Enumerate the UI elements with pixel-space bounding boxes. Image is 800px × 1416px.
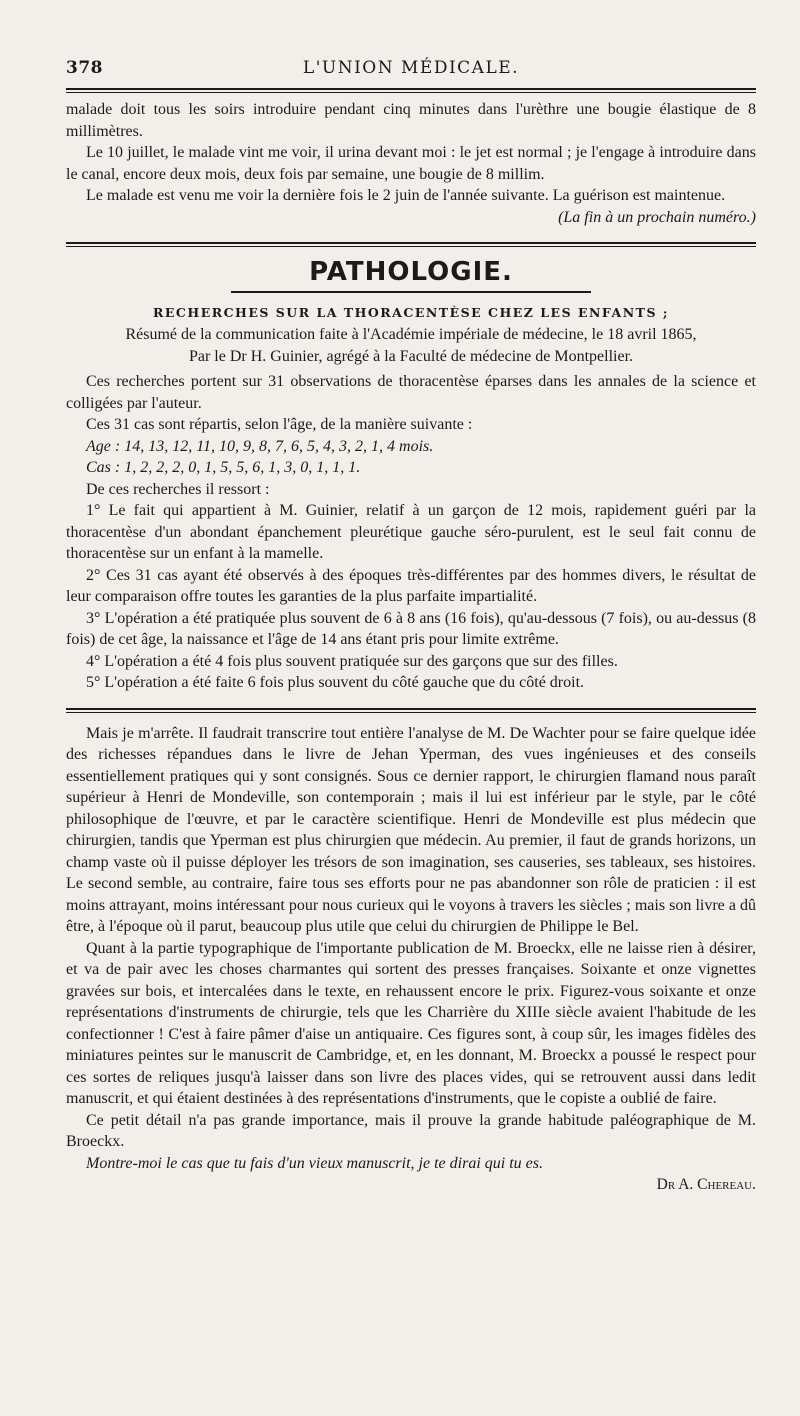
cases-line: Cas : 1, 2, 2, 2, 0, 1, 5, 5, 6, 1, 3, 0, 1, 1, 1. (86, 459, 361, 476)
author-line: Par le Dr H. Guinier, agrégé à la Faculté de médecine de Montpellier. (188, 347, 634, 365)
paragraph: Ces recherches portent sur 31 observations de thoracentèse éparses dans les annales de la science et colligées par l'auteur. (66, 373, 756, 412)
section-divider (66, 242, 756, 247)
header-rule (66, 88, 756, 93)
paragraph: Ces 31 cas sont répartis, selon l'âge, de la manière suivante : (86, 416, 473, 433)
continuation-note: (La fin à un prochain numéro.) (558, 208, 756, 226)
paragraph: malade doit tous les soirs introduire pendant cinq minutes dans l'urèthre une bougie élastique de 8 millimètres. (66, 101, 756, 140)
finding-2: 2° Ces 31 cas ayant été observés à des époques très-différentes par des hommes divers, le résultat de leur comparaison offre toutes les garanties de la plus parfaite impartialité. (66, 566, 756, 605)
paragraph: De ces recherches il ressort : (86, 480, 270, 498)
paragraph: Le 10 juillet, le malade vint me voir, il urina devant moi : le jet est normal ; je l'engage à introduire dans le canal, encore deux mois, deux fois par semaine, une bougie de 8 millim. (66, 144, 756, 183)
age-line: Age : 14, 13, 12, 11, 10, 9, 8, 7, 6, 5, 4, 3, 2, 1, 4 mois. (86, 437, 434, 455)
paragraph: Ce petit détail n'a pas grande importance, mais il prouve la grande habitude paléographique de M. Broeckx. (66, 1111, 756, 1150)
title-underline (231, 291, 591, 293)
summary-line: Résumé de la communication faite à l'Académie impériale de médecine, le 18 avril 1865, (125, 326, 697, 343)
book-review (66, 723, 756, 1196)
paragraph: Quant à la partie typographique de l'importante publication de M. Broeckx, elle ne laisse rien à désirer, et va de pair avec les choses charmantes qui sortent des presses françaises. Soixante et onze vignettes gravées sur bois, et intercalées dans le texte, en rehaussent encore le prix. Figurez-vous soixante et onze représentations d'instruments de chirurgie, tels que les Charrière du XIIIe siècle avaient l'habitude de les confectionner ! C'est à faire pâmer d'aise un antiquaire. Ces figures sont, à coup sûr, les images fidèles des miniatures peintes sur le manuscrit de Cambridge, et, en les donnant, M. Broeckx a poussé le respect pour ces sortes de reliques jusqu'à laisser dans son livre des places vides, qui se retrouvent aussi dans ledit manuscrit, et qui étaient destinées à des représentations d'instruments, que le copiste a oublié de faire. (66, 939, 756, 1107)
page (0, 58, 800, 1416)
quote: Montre-moi le cas que tu fais d'un vieux manuscrit, je te dirai qui tu es. (86, 1154, 543, 1172)
section-title: PATHOLOGIE. (309, 257, 513, 287)
top-continuation (66, 99, 756, 228)
signature: Dr A. Chereau. (656, 1176, 756, 1193)
journal-title: L'UNION MÉDICALE. (302, 58, 520, 78)
finding-4: 4° L'opération a été 4 fois plus souvent pratiquée sur des garçons que sur des filles. (86, 652, 618, 670)
finding-5: 5° L'opération a été faite 6 fois plus souvent du côté gauche que du côté droit. (86, 674, 585, 691)
article-subtitle: RECHERCHES SUR LA THORACENTÈSE CHEZ LES ENFANTS ; (153, 305, 669, 320)
paragraph: Le malade est venu me voir la dernière fois le 2 juin de l'année suivante. La guérison est maintenue. (86, 187, 726, 204)
paragraph: Mais je m'arrête. Il faudrait transcrire tout entière l'analyse de M. De Wachter pour se faire quelque idée des richesses répandues dans le livre de Jehan Yperman, des vues ingénieuses et des conseils essentiellement pratiques qui y sont consignés. Sous ce dernier rapport, le chirurgien flamand nous paraît supérieur à Henri de Mondeville, son contemporain ; mais il lui est inférieur par le style, par le côté philosophique de l'œuvre, et par le caractère scientifique. Henri de Mondeville est plus médecin que chirurgien, tandis que Yperman est plus chirurgien que médecin. Au premier, il faut de grands horizons, un champ vaste où il puisse déployer les trésors de son imagination, ses causeries, ses tableaux, ses histoires. Le second semble, au contraire, faire tous ses efforts pour ne pas abandonner son rôle de praticien : il est moins attrayant, moins intéressant pour nous curieux qui le voyons à travers les siècles ; mais son livre a dû être, à l'époque où il parut, beaucoup plus utile que celui du chirurgien de Philippe le Bel. (66, 724, 756, 935)
section-divider (66, 708, 756, 713)
page-number: 378 (66, 58, 103, 78)
pathologie-article (66, 324, 756, 694)
finding-3: 3° L'opération a été pratiquée plus souvent de 6 à 8 ans (16 fois), qu'au-dessous (7 fois), ou au-dessus (8 fois) de cet âge, la naissance et l'âge de 14 ans étant pris pour limite extrême. (66, 609, 756, 648)
finding-1: 1° Le fait qui appartient à M. Guinier, relatif à un garçon de 12 mois, rapidement guéri par la thoracentèse d'un abondant épanchement pleurétique gauche séro-purulent, est le seul fait connu de thoracentèse sur un enfant à la mamelle. (66, 502, 756, 562)
page-header (66, 58, 756, 88)
